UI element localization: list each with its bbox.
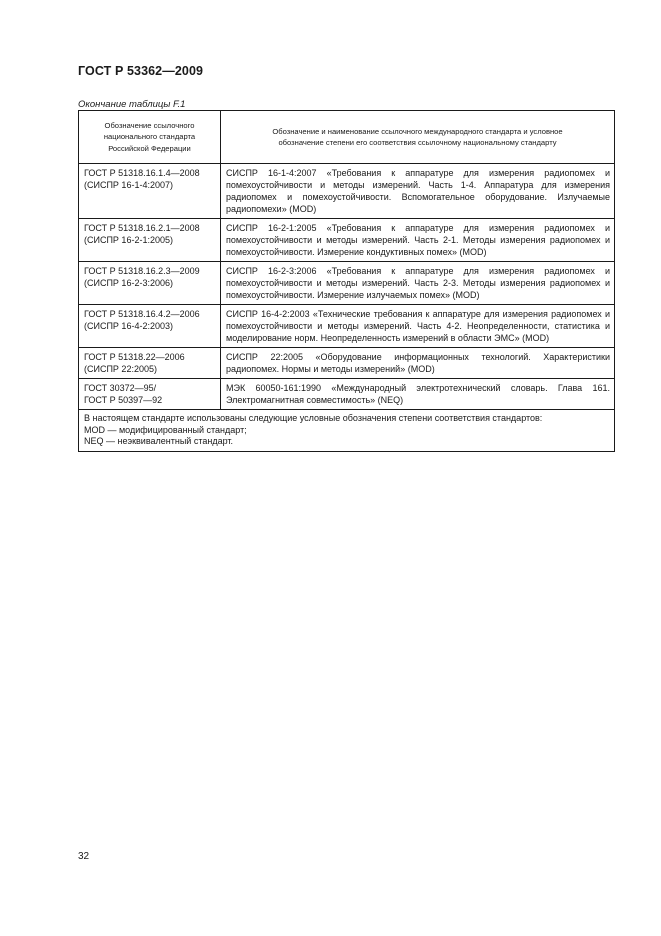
national-standard-cell: ГОСТ Р 51318.16.2.1—2008 (СИСПР 16-2-1:2005) (79, 219, 221, 262)
table-row (79, 219, 615, 262)
table-caption: Окончание таблицы F.1 (78, 99, 186, 110)
national-standard-cell: ГОСТ Р 51318.16.1.4—2008 (СИСПР 16-1-4:2007) (79, 164, 221, 219)
international-standard-cell: СИСПР 16-2-1:2005 «Требования к аппаратуре для измерения радиопомех и помехоустойчивости и методы измерений. Часть 2-1. Методы измерения радиопомех и помехоустойчивости. Измерение кондуктивных помех» (MOD) (221, 219, 615, 262)
column-header-national: Обозначение ссылочного национального стандарта Российской Федерации (79, 111, 221, 164)
international-standard-cell: СИСПР 16-4-2:2003 «Технические требования к аппаратуре для измерения радиопомех и помехоустойчивости и методы измерений. Часть 4-2. Неопределенности, статистика и моделирование норм. Неопределенность измерений в области ЭМС» (MOD) (221, 305, 615, 348)
note-intro: В настоящем стандарте использованы следующие условные обозначения степени соответствия стандартов: (84, 413, 543, 423)
international-standard-cell: МЭК 60050-161:1990 «Международный электротехнический словарь. Глава 161. Электромагнитная совместимость» (NEQ) (221, 379, 615, 410)
national-standard-cell: ГОСТ Р 51318.16.2.3—2009 (СИСПР 16-2-3:2006) (79, 262, 221, 305)
international-standard-cell: СИСПР 16-1-4:2007 «Требования к аппаратуре для измерения радиопомех и помехоустойчивости и методы измерений. Часть 1-4. Аппаратура для измерения радиопомех и помехоустойчивости. Вспомогательное оборудование. Излучаемые радиопомехи» (MOD) (221, 164, 615, 219)
reference-standards-table (78, 110, 615, 452)
note-neq: NEQ — неэквивалентный стандарт. (84, 436, 234, 446)
table-header-row (79, 111, 615, 164)
table-row (79, 262, 615, 305)
column-header-international: Обозначение и наименование ссылочного международного стандарта и условное обозначение степени его соответствия ссылочному национальному стандарту (221, 111, 615, 164)
international-standard-cell: СИСПР 16-2-3:2006 «Требования к аппаратуре для измерения радиопомех и помехоустойчивости и методы измерений. Часть 2-3. Методы измерения радиопомех и помехоустойчивости. Измерение излучаемых помех» (MOD) (221, 262, 615, 305)
national-standard-cell: ГОСТ 30372—95/ ГОСТ Р 50397—92 (79, 379, 221, 410)
national-standard-cell: ГОСТ Р 51318.22—2006 (СИСПР 22:2005) (79, 348, 221, 379)
table-row (79, 348, 615, 379)
international-standard-cell: СИСПР 22:2005 «Оборудование информационных технологий. Характеристики радиопомех. Нормы и методы измерений» (MOD) (221, 348, 615, 379)
note-mod: MOD — модифицированный стандарт; (84, 424, 247, 435)
table-row (79, 379, 615, 410)
table-row (79, 305, 615, 348)
table-notes (79, 410, 615, 452)
document-code: ГОСТ Р 53362—2009 (78, 64, 204, 78)
page-number: 32 (78, 851, 90, 862)
table-notes-row (79, 410, 615, 452)
table-row (79, 164, 615, 219)
national-standard-cell: ГОСТ Р 51318.16.4.2—2006 (СИСПР 16-4-2:2003) (79, 305, 221, 348)
